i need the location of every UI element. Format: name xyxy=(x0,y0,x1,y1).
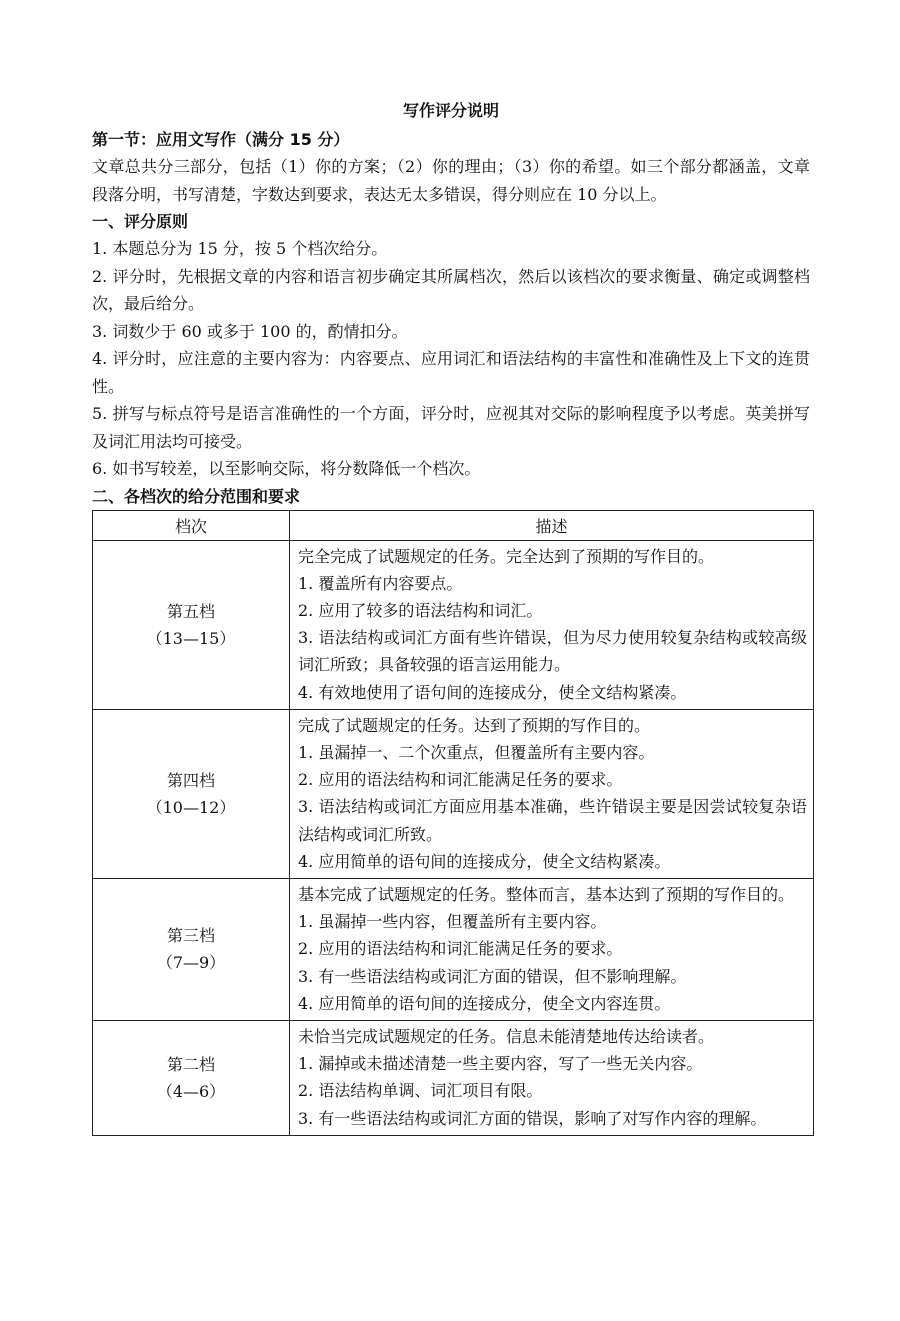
levels-heading: 二、各档次的给分范围和要求 xyxy=(92,486,301,506)
level-cell xyxy=(93,1020,290,1135)
section1-heading: 第一节：应用文写作（满分 15 分） xyxy=(92,130,350,149)
table-header-row xyxy=(93,510,814,540)
description-line: 2. 应用的语法结构和词汇能满足任务的要求。 xyxy=(298,770,623,790)
description-cell xyxy=(290,878,814,1020)
description-line: 1. 虽漏掉一些内容，但覆盖所有主要内容。 xyxy=(298,912,607,932)
description-line: 2. 应用的语法结构和词汇能满足任务的要求。 xyxy=(298,939,623,959)
level-range: （13—15） xyxy=(146,628,236,648)
description-line: 3. 有一些语法结构或词汇方面的错误，影响了对写作内容的理解。 xyxy=(298,1108,767,1128)
principle-item: 4. 评分时，应注意的主要内容为：内容要点、应用词汇和语法结构的丰富性和准确性及上下文的连贯性。 xyxy=(92,349,810,396)
column-header-level: 档次 xyxy=(93,510,290,540)
level-range: （10—12） xyxy=(146,797,236,817)
table-row xyxy=(93,540,814,709)
grading-table xyxy=(92,510,814,1136)
description-cell xyxy=(290,1020,814,1135)
description-line: 4. 应用简单的语句间的连接成分，使全文结构紧凑。 xyxy=(298,851,671,871)
section1-intro: 文章总共分三部分，包括（1）你的方案；（2）你的理由；（3）你的希望。如三个部分都涵盖，文章段落分明，书写清楚，字数达到要求，表达无太多错误，得分则应在 10 分以上。 xyxy=(92,157,810,204)
principle-item: 3. 词数少于 60 或多于 100 的，酌情扣分。 xyxy=(92,321,408,341)
description-line: 2. 语法结构单调、词汇项目有限。 xyxy=(298,1081,543,1101)
table-row xyxy=(93,709,814,878)
principles-list xyxy=(92,235,810,483)
description-line: 基本完成了试题规定的任务。整体而言，基本达到了预期的写作目的。 xyxy=(298,884,795,904)
document-title: 写作评分说明 xyxy=(402,101,499,120)
level-cell xyxy=(93,709,290,878)
description-line: 4. 应用简单的语句间的连接成分，使全文内容连贯。 xyxy=(298,993,671,1013)
description-line: 1. 虽漏掉一、二个次重点，但覆盖所有主要内容。 xyxy=(298,742,655,762)
principle-item: 2. 评分时，先根据文章的内容和语言初步确定其所属档次，然后以该档次的要求衡量、确定或调整档次，最后给分。 xyxy=(92,266,810,313)
level-cell xyxy=(93,878,290,1020)
column-header-description: 描述 xyxy=(290,510,814,540)
description-line: 1. 覆盖所有内容要点。 xyxy=(298,573,463,593)
table-row xyxy=(93,1020,814,1135)
level-name: 第二档 xyxy=(166,1054,215,1074)
level-name: 第五档 xyxy=(166,601,215,621)
description-line: 1. 漏掉或未描述清楚一些主要内容，写了一些无关内容。 xyxy=(298,1054,703,1074)
description-line: 3. 有一些语法结构或词汇方面的错误，但不影响理解。 xyxy=(298,966,687,986)
level-range: （7—9） xyxy=(156,953,226,973)
principle-item: 1. 本题总分为 15 分，按 5 个档次给分。 xyxy=(92,239,388,258)
principle-item: 6. 如书写较差，以至影响交际，将分数降低一个档次。 xyxy=(92,459,481,478)
description-line: 完成了试题规定的任务。达到了预期的写作目的。 xyxy=(298,715,651,735)
description-cell xyxy=(290,709,814,878)
document-page xyxy=(92,98,810,1136)
table-row xyxy=(93,878,814,1020)
level-name: 第三档 xyxy=(166,926,215,946)
description-line: 2. 应用了较多的语法结构和词汇。 xyxy=(298,600,543,620)
level-range: （4—6） xyxy=(156,1081,226,1101)
description-line: 完全完成了试题规定的任务。完全达到了预期的写作目的。 xyxy=(298,546,715,566)
description-line: 4. 有效地使用了语句间的连接成分，使全文结构紧凑。 xyxy=(298,682,687,702)
level-name: 第四档 xyxy=(166,770,215,790)
description-cell xyxy=(290,540,814,709)
principle-item: 5. 拼写与标点符号是语言准确性的一个方面，评分时，应视其对交际的影响程度予以考虑。英美拼写及词汇用法均可接受。 xyxy=(92,404,810,451)
level-cell xyxy=(93,540,290,709)
description-line: 3. 语法结构或词汇方面应用基本准确，些许错误主要是因尝试较复杂语法结构或词汇所致。 xyxy=(298,797,807,844)
description-line: 未恰当完成试题规定的任务。信息未能清楚地传达给读者。 xyxy=(298,1026,715,1046)
description-line: 3. 语法结构或词汇方面有些许错误，但为尽力使用较复杂结构或较高级词汇所致；具备较强的语言运用能力。 xyxy=(298,628,807,675)
principles-heading: 一、评分原则 xyxy=(92,212,189,231)
